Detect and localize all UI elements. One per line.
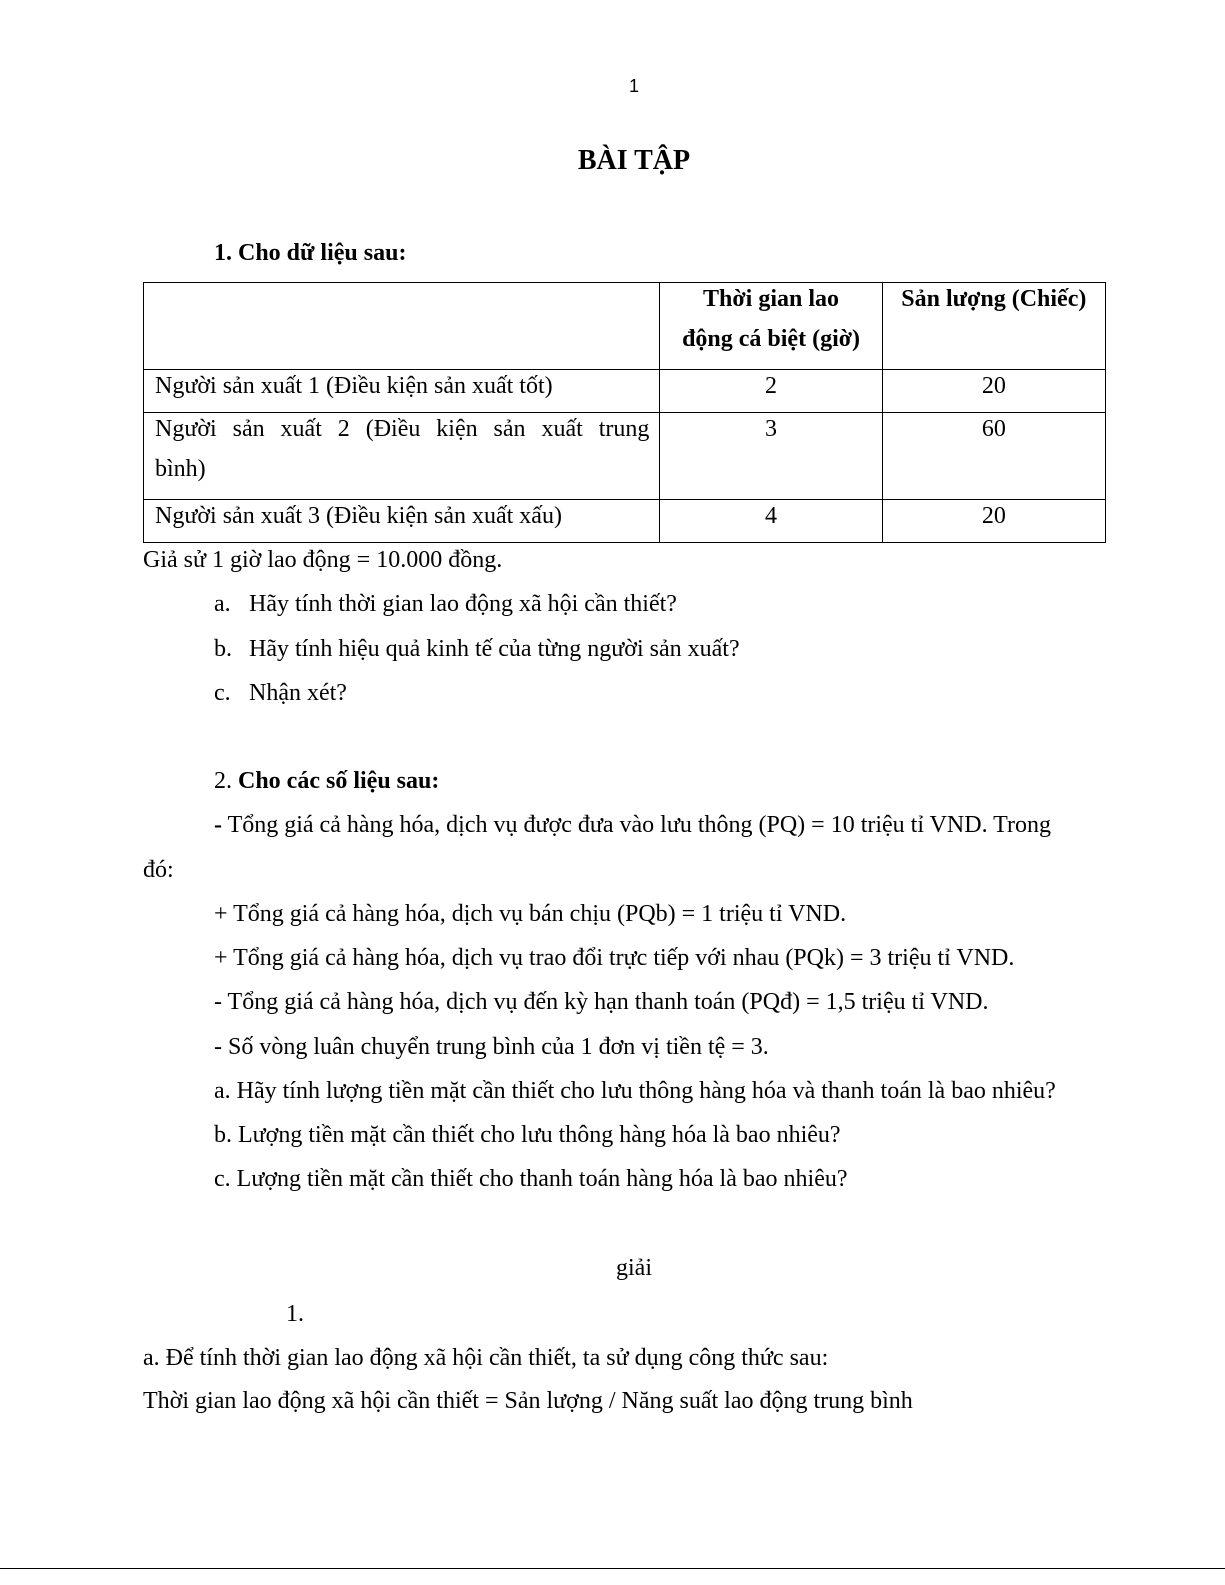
row-hours: 4: [765, 503, 778, 529]
row-output: 20: [981, 503, 1006, 529]
table-row: [144, 500, 1106, 543]
row-hours: 3: [765, 416, 778, 442]
problem2-line-text: Tổng giá cả hàng hóa, dịch vụ được đưa vào lưu thông (PQ) = 10 triệu tỉ VND. Trong: [227, 812, 1051, 838]
solution-formula: Thời gian lao động xã hội cần thiết = Sản lượng / Năng suất lao động trung bình: [143, 1388, 913, 1414]
problem2-title: Cho các số liệu sau:: [238, 768, 440, 794]
row-label-word: kiện: [436, 416, 478, 442]
header-hours: [660, 283, 882, 370]
solution-heading: giải: [616, 1255, 652, 1281]
problem2-heading: [214, 769, 439, 793]
data-table: [143, 282, 1106, 543]
row-label-line2: bình): [155, 456, 206, 482]
row-label-word: Người: [155, 416, 217, 442]
solution-line-a: a. Để tính thời gian lao động xã hội cần thiết, ta sử dụng công thức sau:: [143, 1345, 829, 1371]
problem2-line: + Tổng giá cả hàng hóa, dịch vụ bán chịu (PQb) = 1 triệu tỉ VND.: [214, 901, 847, 927]
question-text: Hãy tính thời gian lao động xã hội cần thiết?: [249, 591, 677, 617]
header-hours-line2: động cá biệt (giờ): [682, 326, 861, 352]
row-label-word: xuất: [280, 416, 322, 442]
table-header-row: [144, 283, 1106, 370]
problem2-line-cont: đó:: [143, 857, 174, 883]
row-label: Người sản xuất 3 (Điều kiện sản xuất xấu): [155, 503, 562, 529]
question-marker: b.: [214, 636, 232, 662]
row-label-word: sản: [232, 416, 265, 442]
dash-marker: -: [214, 812, 222, 838]
row-output: 60: [981, 416, 1006, 442]
row-label-word: trung: [598, 416, 650, 442]
row-label: Người sản xuất 1 (Điều kiện sản xuất tốt): [155, 373, 553, 399]
assumption-text: Giả sử 1 giờ lao động = 10.000 đồng.: [143, 547, 503, 573]
page-bottom-rule: [0, 1568, 1225, 1569]
question-text: Nhận xét?: [249, 680, 347, 706]
problem2-question: b. Lượng tiền mặt cần thiết cho lưu thông hàng hóa là bao nhiêu?: [214, 1122, 841, 1148]
problem2-line: - Tổng giá cả hàng hóa, dịch vụ đến kỳ hạn thanh toán (PQđ) = 1,5 triệu tỉ VND.: [214, 989, 989, 1015]
question-marker: a.: [214, 591, 231, 617]
header-empty-cell: [144, 283, 660, 370]
row-label-line1: [144, 413, 659, 441]
solution-number: 1.: [286, 1301, 304, 1327]
row-output: 20: [981, 373, 1006, 399]
problem2-line: + Tổng giá cả hàng hóa, dịch vụ trao đổi trực tiếp với nhau (PQk) = 3 triệu tỉ VND.: [214, 945, 1015, 971]
problem2-line: - Số vòng luân chuyển trung bình của 1 đơn vị tiền tệ = 3.: [214, 1034, 769, 1060]
problem2-question: c. Lượng tiền mặt cần thiết cho thanh toán hàng hóa là bao nhiêu?: [214, 1166, 848, 1192]
row-label-word: sản: [493, 416, 526, 442]
problem1-heading: 1. Cho dữ liệu sau:: [214, 240, 407, 266]
header-output-label: Sản lượng (Chiếc): [901, 286, 1087, 312]
page-number: 1: [628, 76, 639, 96]
header-output: [882, 283, 1105, 370]
table-row: [144, 413, 1106, 500]
row-label-word: (Điều: [365, 416, 421, 442]
problem2-number: 2.: [214, 768, 232, 794]
table-row: [144, 370, 1106, 413]
problem2-question: a. Hãy tính lượng tiền mặt cần thiết cho lưu thông hàng hóa và thanh toán là bao nhiêu?: [214, 1078, 1056, 1104]
header-hours-line1: Thời gian lao: [703, 286, 840, 312]
problem2-line: [214, 813, 1051, 837]
row-hours: 2: [765, 373, 778, 399]
question-marker: c.: [214, 680, 231, 706]
page-title: BÀI TẬP: [577, 145, 691, 176]
row-label-word: 2: [337, 416, 350, 442]
row-label-word: xuất: [541, 416, 583, 442]
question-text: Hãy tính hiệu quả kinh tế của từng người sản xuất?: [249, 636, 740, 662]
